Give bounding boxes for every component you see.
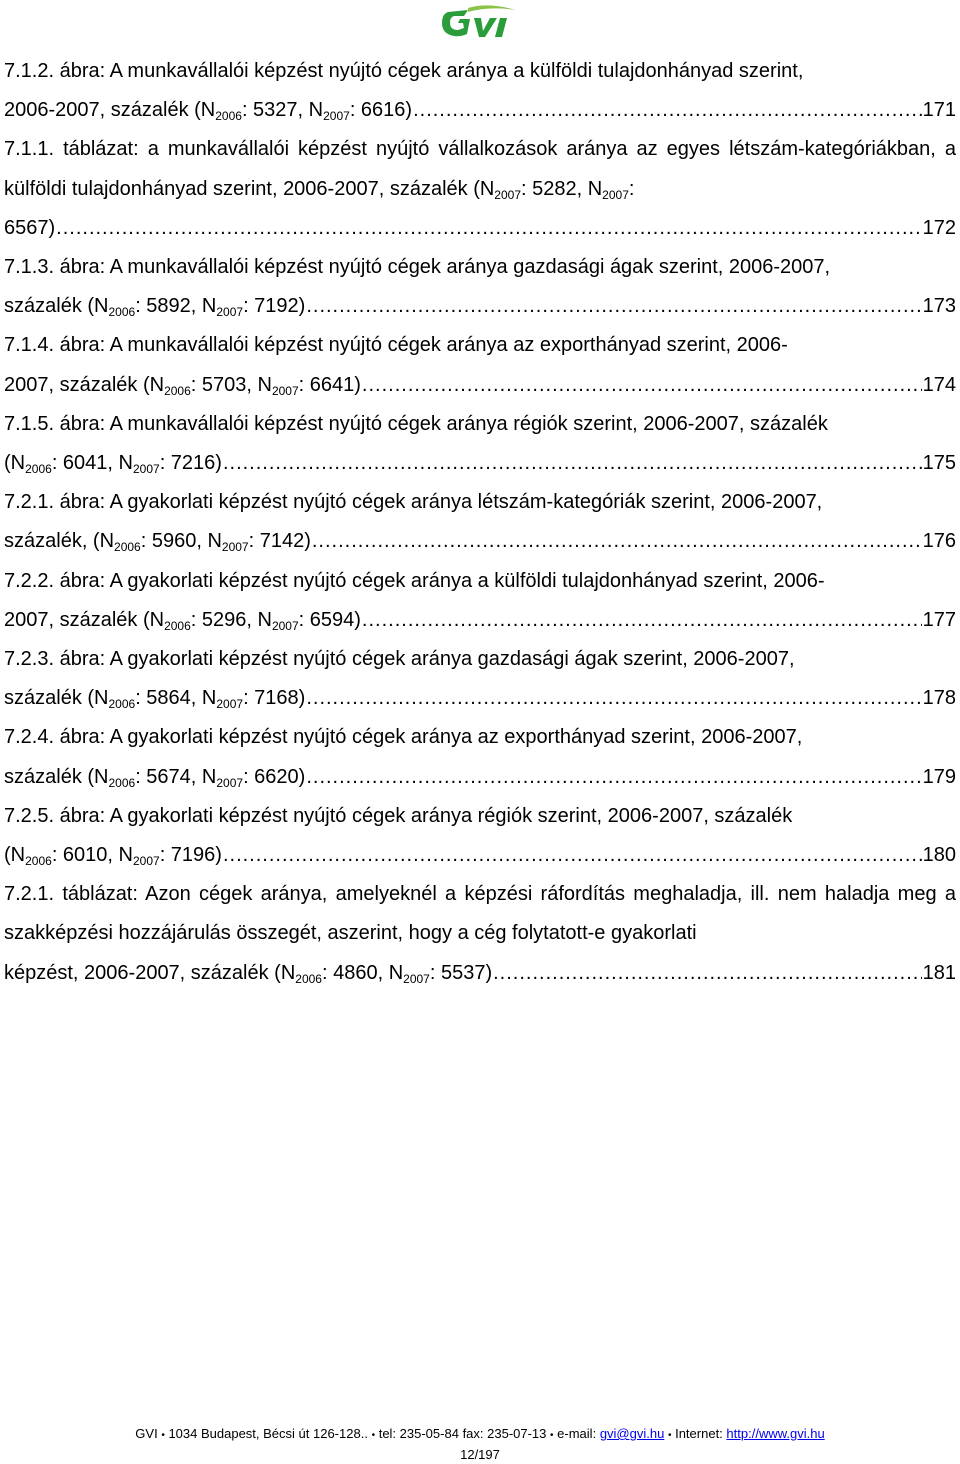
- toc-entry[interactable]: [4, 52, 956, 130]
- subscript-year: 2006: [108, 697, 136, 712]
- toc-entry[interactable]: [4, 405, 956, 483]
- title-fragment: : 7142): [248, 530, 311, 553]
- footer-bullet: •: [371, 1430, 376, 1441]
- toc-entry-title-end: [4, 444, 222, 483]
- title-fragment: : 5537): [429, 961, 493, 984]
- title-fragment: : 7216): [159, 452, 222, 475]
- toc-entry-title: 7.2.1. táblázat: Azon cégek aránya, amelyeknél a képzési ráfordítás meghaladja, ill. nem haladja meg a szakképzési hozzájárulás összegét, aszerint, hogy a cég folytatott-e gyakorlati: [4, 883, 956, 945]
- subscript-year: 2006: [295, 971, 322, 986]
- dot-leader: [223, 444, 922, 483]
- title-fragment: 2007, százalék (N: [4, 608, 165, 631]
- title-fragment: : 6620): [243, 765, 306, 788]
- toc-entry[interactable]: [4, 562, 956, 640]
- subscript-year: 2006: [164, 618, 191, 633]
- subscript-year: 2006: [114, 540, 141, 555]
- page-number: 172: [922, 216, 956, 239]
- page-number: 181: [922, 961, 956, 984]
- title-fragment: százalék (N: [4, 295, 109, 318]
- footer-email-label: e-mail:: [557, 1426, 597, 1441]
- title-fragment: százalék, (N: [4, 530, 115, 553]
- toc-entry[interactable]: [4, 797, 956, 875]
- footer-contact: [0, 1424, 960, 1445]
- footer-bullet: •: [667, 1430, 672, 1441]
- subscript-year: 2007: [216, 697, 244, 712]
- toc-entry-title-end: [4, 522, 311, 561]
- toc-entry-last-line: [4, 522, 956, 561]
- footer-address: 1034 Budapest, Bécsi út 126-128..: [168, 1426, 368, 1441]
- title-fragment: százalék (N: [4, 765, 109, 788]
- dot-leader: [56, 209, 921, 248]
- subscript-year: 2007: [403, 971, 430, 986]
- toc-entry-title-end: [4, 91, 412, 130]
- footer-org: GVI: [135, 1426, 158, 1441]
- page-number: 173: [922, 295, 956, 318]
- footer-bullet: •: [550, 1430, 554, 1441]
- toc-entry[interactable]: [4, 130, 956, 248]
- title-fragment: : 7192): [243, 295, 306, 318]
- dot-leader: [312, 522, 922, 561]
- title-fragment: : 5296, N: [190, 608, 272, 631]
- subscript-year: 2006: [25, 462, 52, 477]
- page-footer: [0, 1424, 960, 1464]
- toc-entry-title: 7.1.2. ábra: A munkavállalói képzést nyújtó cégek aránya a külföldi tulajdonhányad szerint,: [4, 60, 804, 82]
- title-fragment: : 7196): [159, 844, 222, 867]
- page-number: 180: [922, 844, 956, 867]
- title-fragment: : 5282, N: [521, 177, 603, 200]
- footer-website-link[interactable]: http://www.gvi.hu: [726, 1426, 825, 1441]
- title-fragment: :: [628, 177, 635, 200]
- toc-entry[interactable]: [4, 640, 956, 718]
- dot-leader: [306, 679, 921, 718]
- footer-internet-label: Internet:: [675, 1426, 723, 1441]
- title-fragment: : 5327, N: [241, 99, 324, 122]
- toc-entry-title-end: [4, 954, 492, 993]
- toc-entry-last-line: [4, 91, 956, 130]
- title-fragment: : 7168): [243, 687, 306, 710]
- subscript-year: 2006: [108, 775, 136, 790]
- title-fragment: : 5864, N: [135, 687, 217, 710]
- page-number: 176: [922, 530, 956, 553]
- page-number: 174: [922, 373, 956, 396]
- toc-entry-last-line: [4, 758, 956, 797]
- subscript-year: 2007: [132, 854, 160, 869]
- title-fragment: : 5892, N: [135, 295, 217, 318]
- title-fragment: : 6616): [349, 99, 413, 122]
- page-number: 178: [922, 687, 956, 710]
- footer-bullet: •: [161, 1430, 165, 1441]
- subscript-year: 2006: [164, 383, 191, 398]
- footer-tel: tel: 235-05-84: [378, 1426, 459, 1441]
- toc-entry-title: 7.2.2. ábra: A gyakorlati képzést nyújtó cégek aránya a külföldi tulajdonhányad szerint, 2006-: [4, 569, 825, 592]
- title-fragment: 6567): [4, 216, 56, 239]
- subscript-year: 2007: [221, 540, 249, 555]
- toc-entry-title: [4, 130, 956, 208]
- dot-leader: [223, 836, 922, 875]
- title-fragment: 2006-2007, százalék (N: [4, 99, 216, 122]
- title-fragment: százalék (N: [4, 687, 109, 710]
- subscript-year: 2007: [271, 618, 299, 633]
- toc-entry[interactable]: [4, 718, 956, 796]
- page-number: 12/197: [460, 1447, 500, 1462]
- subscript-year: 2007: [216, 305, 244, 320]
- toc-entry-title: 7.1.5. ábra: A munkavállalói képzést nyújtó cégek aránya régiók szerint, 2006-2007, százalék: [4, 412, 828, 435]
- toc-entry-last-line: [4, 954, 956, 993]
- toc-entry-title: 7.1.4. ábra: A munkavállalói képzést nyújtó cégek aránya az exporthányad szerint, 2006-: [4, 334, 788, 357]
- toc-entry-title-end: [4, 366, 361, 405]
- subscript-year: 2007: [216, 775, 244, 790]
- toc-entry-last-line: [4, 679, 956, 718]
- title-fragment: : 6010, N: [51, 844, 133, 867]
- toc-entry-title-end: [4, 758, 305, 797]
- toc-entry-last-line: [4, 836, 956, 875]
- toc-entry[interactable]: [4, 875, 956, 993]
- footer-email-link[interactable]: gvi@gvi.hu: [599, 1426, 665, 1441]
- subscript-year: 2007: [602, 187, 629, 202]
- toc-entry[interactable]: [4, 483, 956, 561]
- dot-leader: [306, 758, 921, 797]
- dot-leader: [306, 287, 921, 326]
- page-number: 175: [922, 452, 956, 475]
- subscript-year: 2007: [494, 187, 521, 202]
- subscript-year: 2006: [215, 109, 242, 124]
- title-fragment: : 5674, N: [135, 765, 217, 788]
- title-fragment: : 6041, N: [51, 452, 133, 475]
- title-fragment: : 6641): [298, 373, 361, 396]
- gvi-logo: [438, 4, 522, 44]
- dot-leader: [362, 601, 922, 640]
- dot-leader: [493, 954, 922, 993]
- toc-entry-title: 7.2.4. ábra: A gyakorlati képzést nyújtó cégek aránya az exporthányad szerint, 2006-2007,: [4, 726, 803, 749]
- toc-entry-title: 7.2.5. ábra: A gyakorlati képzést nyújtó cégek aránya régiók szerint, 2006-2007, százalék: [4, 804, 793, 827]
- toc-entry-last-line: [4, 366, 956, 405]
- toc-entry-title-end: [4, 679, 305, 718]
- title-fragment: 7.1.1. táblázat: a munkavállalói képzést nyújtó vállalkozások aránya az egyes létszám-kategóriákban, a külföldi tulajdonhányad szerint, 2006-2007, százalék (N: [4, 138, 956, 200]
- subscript-year: 2006: [108, 305, 136, 320]
- footer-fax: fax: 235-07-13: [462, 1426, 547, 1441]
- toc-entry-title: 7.2.3. ábra: A gyakorlati képzést nyújtó cégek aránya gazdasági ágak szerint, 2006-2007,: [4, 648, 795, 671]
- page-number: 171: [922, 99, 956, 122]
- subscript-year: 2007: [323, 109, 350, 124]
- page-number: 179: [922, 765, 956, 788]
- toc-entry[interactable]: [4, 248, 956, 326]
- toc-entry[interactable]: [4, 326, 956, 404]
- table-of-figures: [4, 52, 956, 993]
- toc-entry-last-line: [4, 287, 956, 326]
- subscript-year: 2007: [132, 462, 160, 477]
- title-fragment: 2007, százalék (N: [4, 373, 165, 396]
- title-fragment: : 5703, N: [190, 373, 272, 396]
- title-fragment: (N: [4, 452, 26, 475]
- title-fragment: (N: [4, 844, 26, 867]
- toc-entry-last-line: [4, 601, 956, 640]
- dot-leader: [413, 91, 922, 130]
- toc-entry-title: 7.2.1. ábra: A gyakorlati képzést nyújtó cégek aránya létszám-kategóriák szerint, 2006-2007,: [4, 491, 823, 514]
- toc-entry-title: 7.1.3. ábra: A munkavállalói képzést nyújtó cégek aránya gazdasági ágak szerint, 2006-2007,: [4, 256, 831, 279]
- toc-entry-title-end: [4, 836, 222, 875]
- toc-entry-title-end: [4, 601, 361, 640]
- subscript-year: 2006: [25, 854, 52, 869]
- toc-entry-title-end: [4, 287, 305, 326]
- toc-entry-last-line: [4, 209, 956, 248]
- subscript-year: 2007: [271, 383, 299, 398]
- page-number: 177: [922, 608, 956, 631]
- title-fragment: : 6594): [298, 608, 361, 631]
- dot-leader: [362, 366, 922, 405]
- title-fragment: : 5960, N: [140, 530, 222, 553]
- title-fragment: : 4860, N: [321, 961, 404, 984]
- toc-entry-last-line: [4, 444, 956, 483]
- title-fragment: képzést, 2006-2007, százalék (N: [4, 961, 296, 984]
